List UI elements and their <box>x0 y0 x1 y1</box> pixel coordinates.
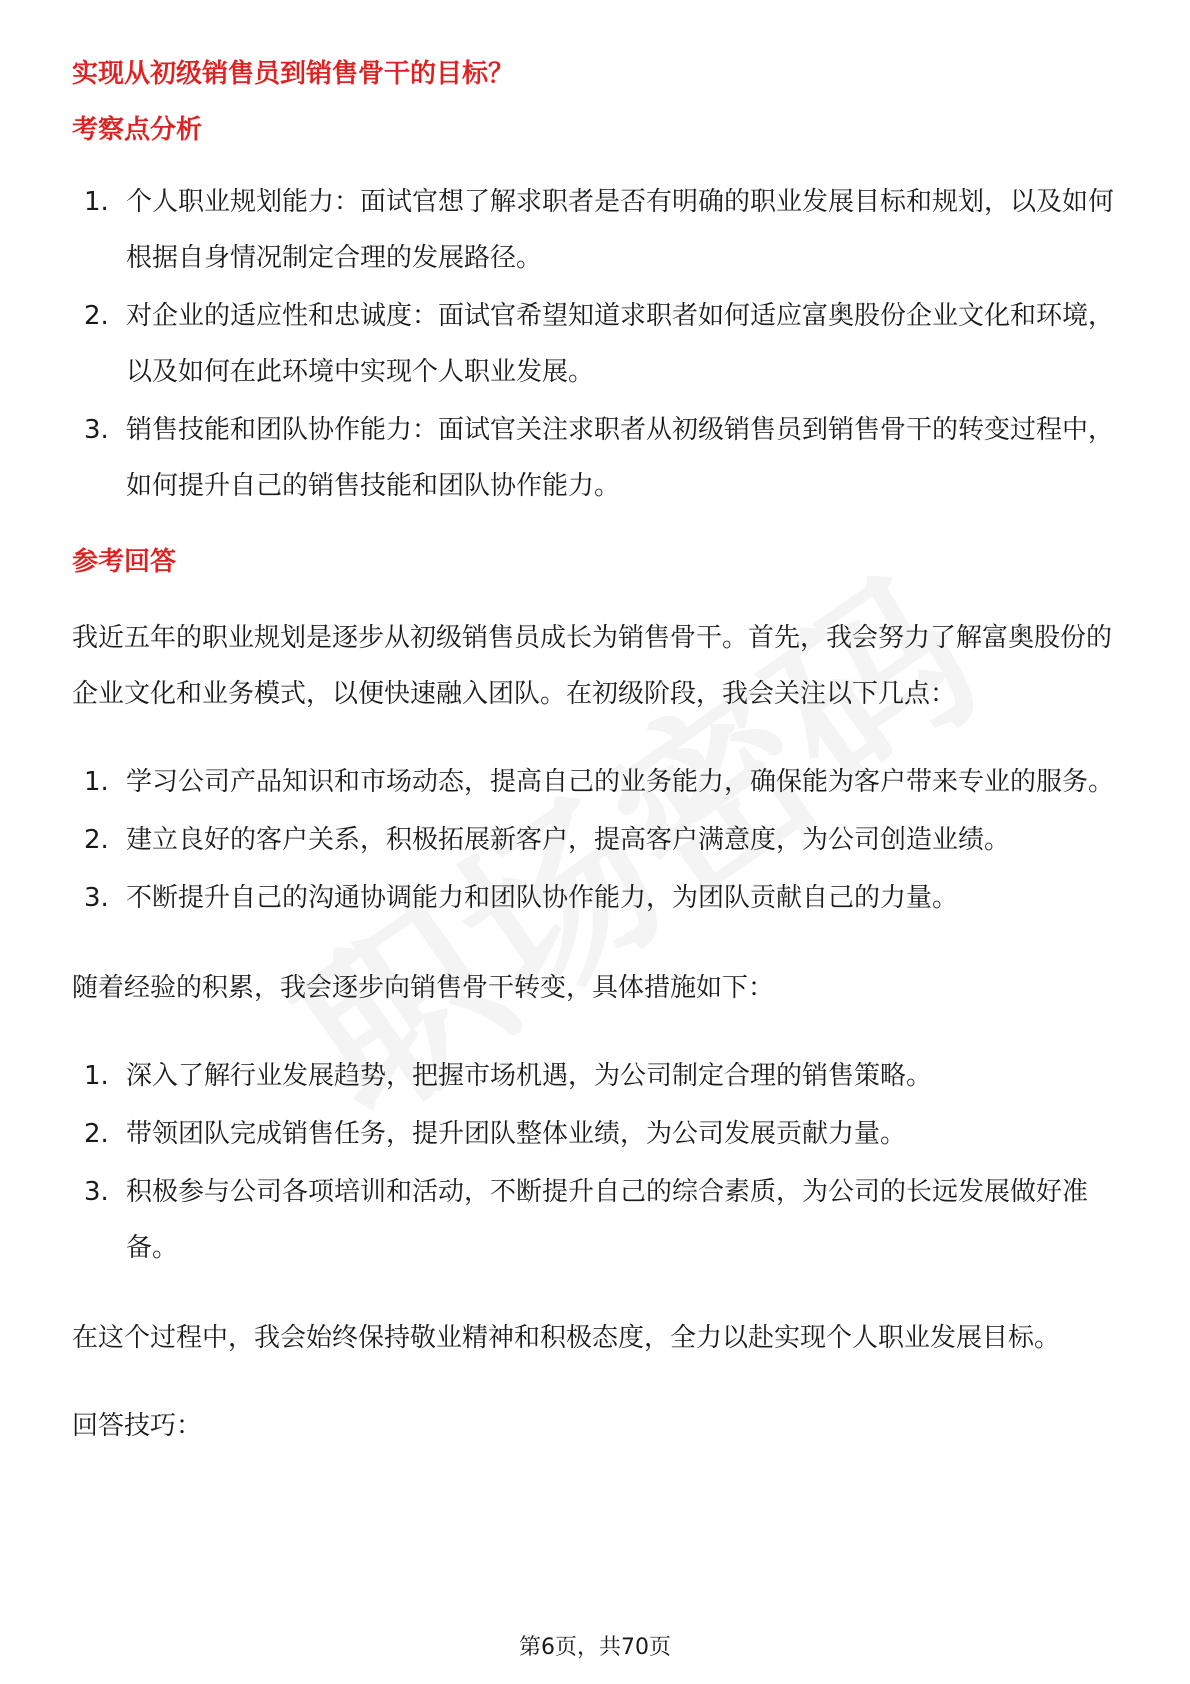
tips-label: 回答技巧： <box>72 1411 203 1441</box>
transition-text: 随着经验的积累，我会逐步向销售骨干转变，具体措施如下： <box>72 973 775 1003</box>
list-item <box>72 402 1122 514</box>
reference-heading: 参考回答 <box>72 547 177 577</box>
list-number: 3. <box>84 883 109 913</box>
list-item <box>72 288 1122 400</box>
list-text: 积极参与公司各项培训和活动，不断提升自己的综合素质，为公司的长远发展做好准备。 <box>126 1177 1089 1263</box>
question-title: 实现从初级销售员到销售骨干的目标？ <box>72 59 515 89</box>
analysis-list <box>72 174 1122 514</box>
list-number: 2. <box>84 301 109 331</box>
list-number: 1. <box>84 1061 109 1091</box>
list-number: 1. <box>84 187 109 217</box>
list-item <box>72 1164 1122 1276</box>
content <box>72 44 1122 1454</box>
list-text: 销售技能和团队协作能力：面试官关注求职者从初级销售员到销售骨干的转变过程中，如何提升自己的销售技能和团队协作能力。 <box>126 415 1115 501</box>
stage1-list <box>72 754 1122 926</box>
analysis-heading: 考察点分析 <box>72 115 203 145</box>
list-item <box>72 870 1122 926</box>
list-text: 不断提升自己的沟通协调能力和团队协作能力，为团队贡献自己的力量。 <box>126 883 959 913</box>
page-footer: 第6页，共70页 <box>519 1635 671 1660</box>
list-number: 2. <box>84 825 109 855</box>
stage2-list <box>72 1048 1122 1276</box>
list-text: 深入了解行业发展趋势，把握市场机遇，为公司制定合理的销售策略。 <box>126 1061 933 1091</box>
list-item <box>72 754 1122 810</box>
answer-intro: 我近五年的职业规划是逐步从初级销售员成长为销售骨干。首先，我会努力了解富奥股份的企业文化和业务模式，以便快速融入团队。在初级阶段，我会关注以下几点： <box>72 623 1113 709</box>
list-item <box>72 174 1122 286</box>
list-number: 3. <box>84 1177 109 1207</box>
list-number: 1. <box>84 767 109 797</box>
list-item <box>72 1106 1122 1162</box>
list-text: 学习公司产品知识和市场动态，提高自己的业务能力，确保能为客户带来专业的服务。 <box>126 767 1115 797</box>
list-number: 2. <box>84 1119 109 1149</box>
list-text: 对企业的适应性和忠诚度：面试官希望知道求职者如何适应富奥股份企业文化和环境，以及如何在此环境中实现个人职业发展。 <box>126 301 1115 387</box>
list-text: 建立良好的客户关系，积极拓展新客户，提高客户满意度，为公司创造业绩。 <box>126 825 1011 855</box>
list-item <box>72 812 1122 868</box>
list-number: 3. <box>84 415 109 445</box>
list-text: 带领团队完成销售任务，提升团队整体业绩，为公司发展贡献力量。 <box>126 1119 907 1149</box>
list-item <box>72 1048 1122 1104</box>
list-text: 个人职业规划能力：面试官想了解求职者是否有明确的职业发展目标和规划，以及如何根据自身情况制定合理的发展路径。 <box>126 187 1115 273</box>
closing-text: 在这个过程中，我会始终保持敬业精神和积极态度，全力以赴实现个人职业发展目标。 <box>72 1323 1061 1353</box>
